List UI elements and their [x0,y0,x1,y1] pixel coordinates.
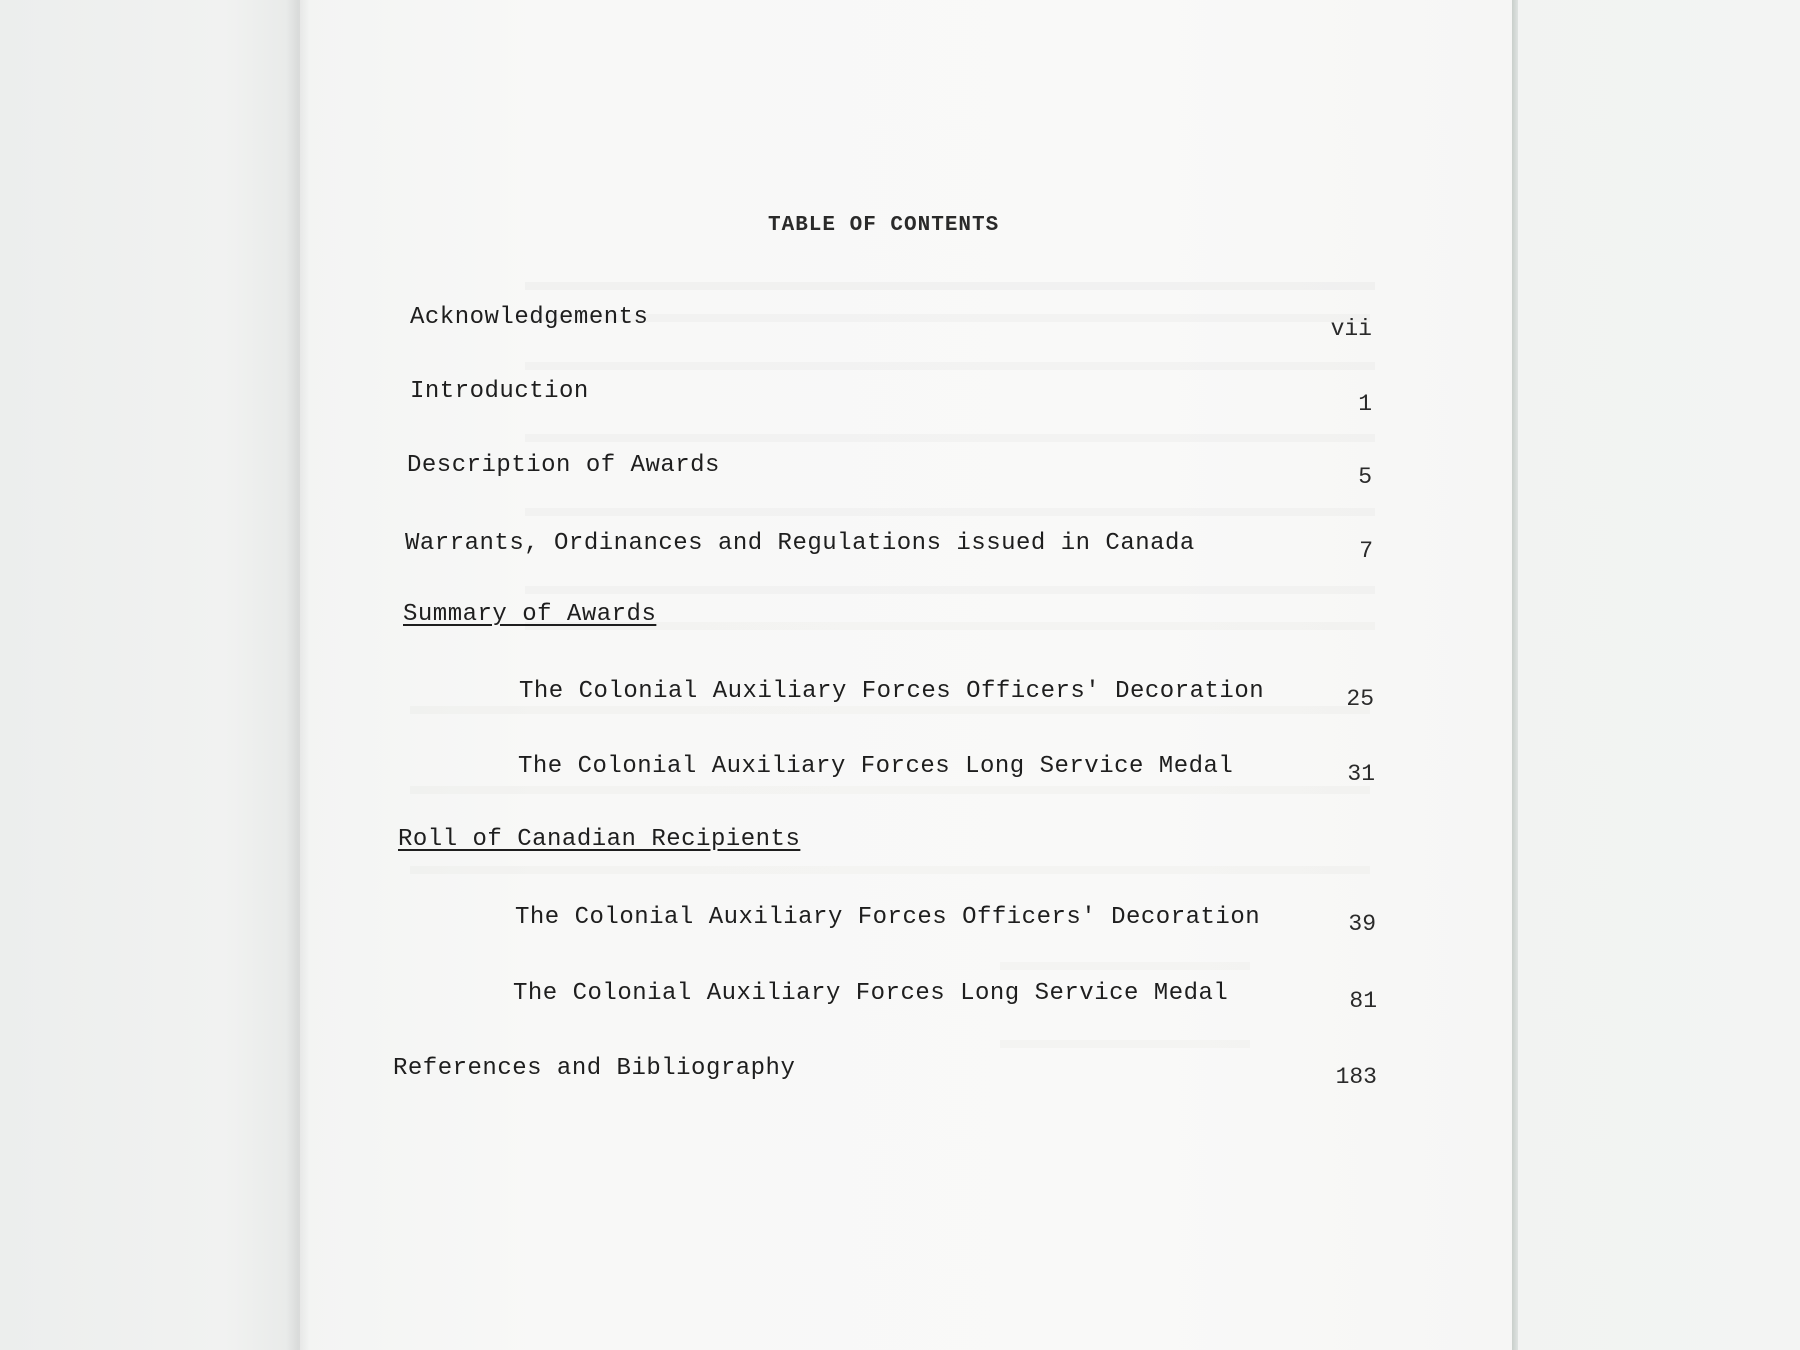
toc-entry-roll-officers-decoration: The Colonial Auxiliary Forces Officers' Decoration [515,904,1261,931]
toc-entry-references: References and Bibliography [393,1055,796,1082]
toc-section-summary-of-awards: Summary of Awards [403,601,657,628]
toc-page-number: 7 [1359,538,1373,564]
toc-entry-summary-long-service-medal: The Colonial Auxiliary Forces Long Service Medal [518,753,1234,780]
document-page [300,0,1512,1350]
toc-title: TABLE OF CONTENTS [768,214,1000,237]
toc-section-roll-of-canadian-recipients: Roll of Canadian Recipients [398,826,801,853]
toc-entry-introduction: Introduction [410,378,589,405]
toc-entry-warrants: Warrants, Ordinances and Regulations issued in Canada [405,530,1195,557]
toc-page-number: 81 [1349,988,1377,1014]
toc-entry-description-of-awards: Description of Awards [407,452,720,479]
book-gutter [286,0,310,1350]
toc-page-number: 31 [1347,761,1375,787]
toc-entry-roll-long-service-medal: The Colonial Auxiliary Forces Long Service Medal [513,980,1229,1007]
toc-entry-acknowledgements: Acknowledgements [410,304,649,331]
toc-page-number: 183 [1335,1064,1377,1090]
page-edge [1512,0,1518,1350]
toc-page-number: 1 [1358,391,1372,417]
left-page [0,0,300,1350]
toc-entry-summary-officers-decoration: The Colonial Auxiliary Forces Officers' Decoration [519,678,1265,705]
toc-page-number: 39 [1348,911,1376,937]
toc-page-number: 25 [1346,686,1374,712]
toc-page-number: vii [1330,316,1372,342]
toc-page-number: 5 [1358,464,1372,490]
